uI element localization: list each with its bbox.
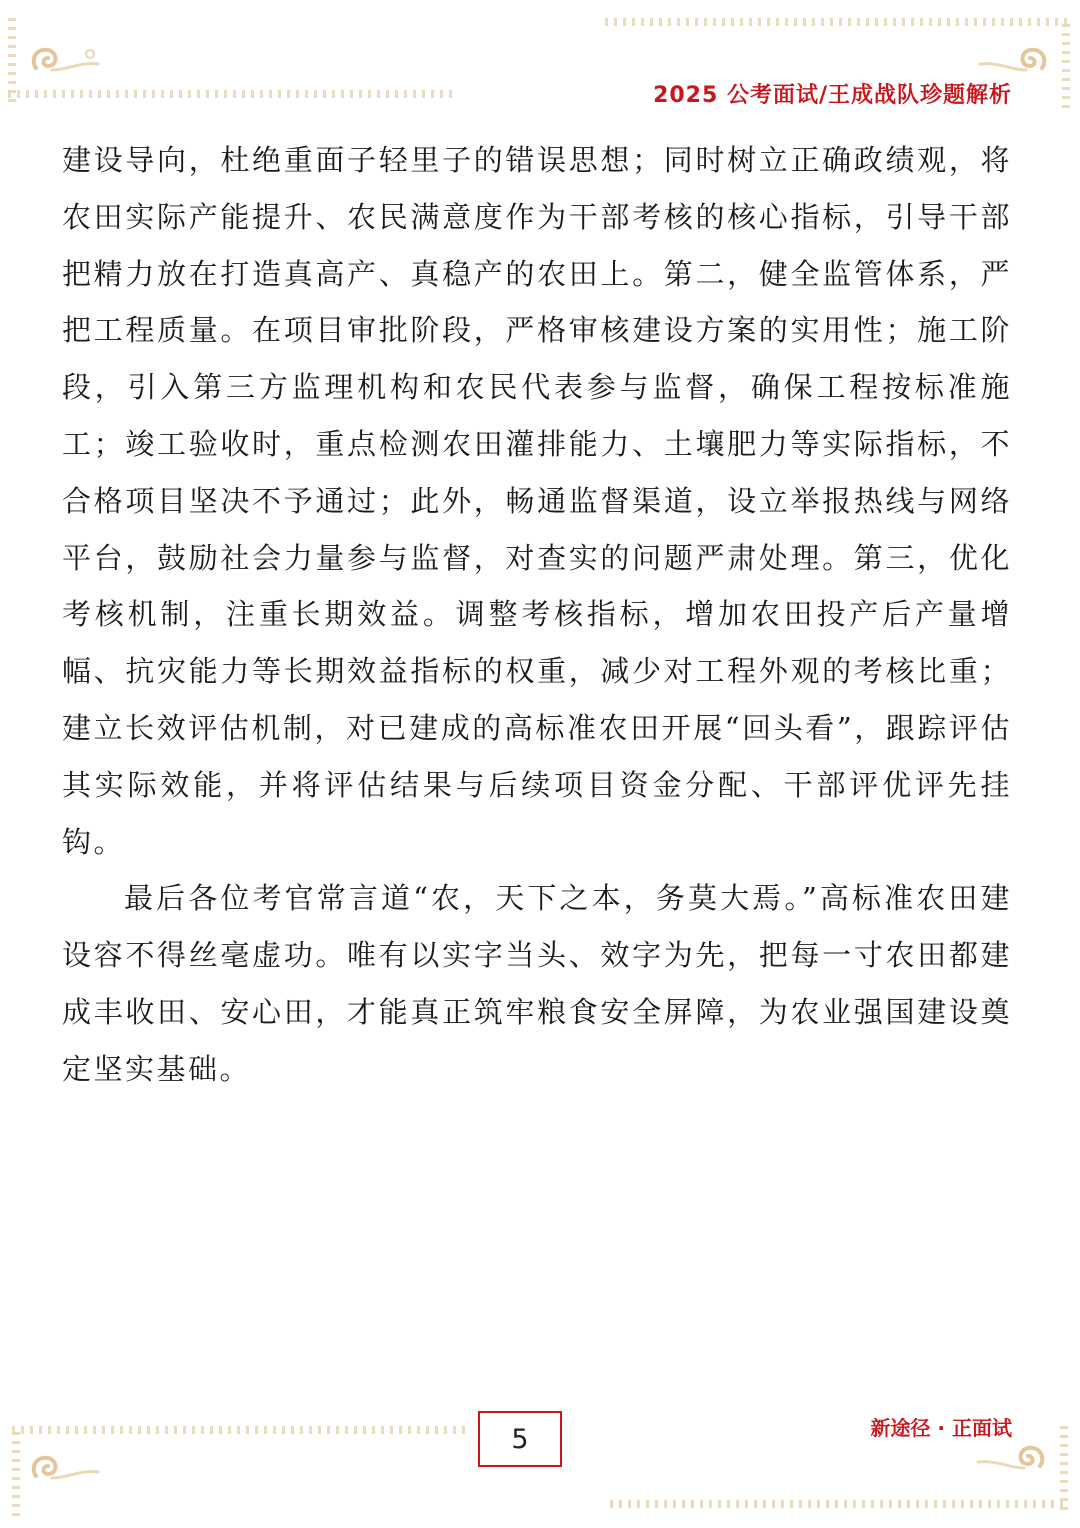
bottom-left-frame-vertical [12,1426,20,1516]
top-left-frame-band [8,90,458,98]
header-title: 2025 公考面试/王成战队珍题解析 [653,83,1012,108]
top-right-frame-band [605,18,1067,26]
bottom-right-frame-vertical [1060,1420,1068,1510]
paragraph-continued: 建设导向，杜绝重面子轻里子的错误思想；同时树立正确政绩观，将农田实际产能提升、农民满意度作为干部考核的核心指标，引导干部把精力放在打造真高产、真稳产的农田上。第二，健全监管体系，严把工程质量。在项目审批阶段，严格审核建设方案的实用性；施工阶段，引入第三方监理机构和农民代表参与监督，确保工程按标准施工；竣工验收时，重点检测农田灌排能力、土壤肥力等实际指标，不合格项目坚决不予通过；此外，畅通监督渠道，设立举报热线与网络平台，鼓励社会力量参与监督，对查实的问题严肃处理。第三，优化考核机制，注重长期效益。调整考核指标，增加农田投产后产量增幅、抗灾能力等长期效益指标的权重，减少对工程外观的考核比重；建立长效评估机制，对已建成的高标准农田开展“回头看”，跟踪评估其实际效能，并将评估结果与后续项目资金分配、干部评优评先挂钩。 [62,143,1012,859]
footer-brand: 新途径 · 正面试 [870,1416,1012,1440]
top-left-frame-vertical [8,12,16,102]
document-body [62,132,1012,1098]
bottom-left-frame-band [12,1426,470,1434]
cloud-scroll-ornament-icon [28,1448,108,1488]
cloud-scroll-ornament-icon [970,42,1050,82]
cloud-scroll-ornament-icon [28,40,108,80]
cloud-scroll-ornament-icon [968,1440,1048,1480]
bottom-right-frame-band [610,1500,1068,1508]
top-right-frame-vertical [1062,18,1070,108]
page-number: 5 [478,1411,562,1467]
paragraph-conclusion: 最后各位考官常言道“农，天下之本，务莫大焉。”高标准农田建设容不得丝毫虚功。唯有以实字当头、效字为先，把每一寸农田都建成丰收田、安心田，才能真正筑牢粮食安全屏障，为农业强国建设奠定坚实基础。 [62,881,1012,1086]
